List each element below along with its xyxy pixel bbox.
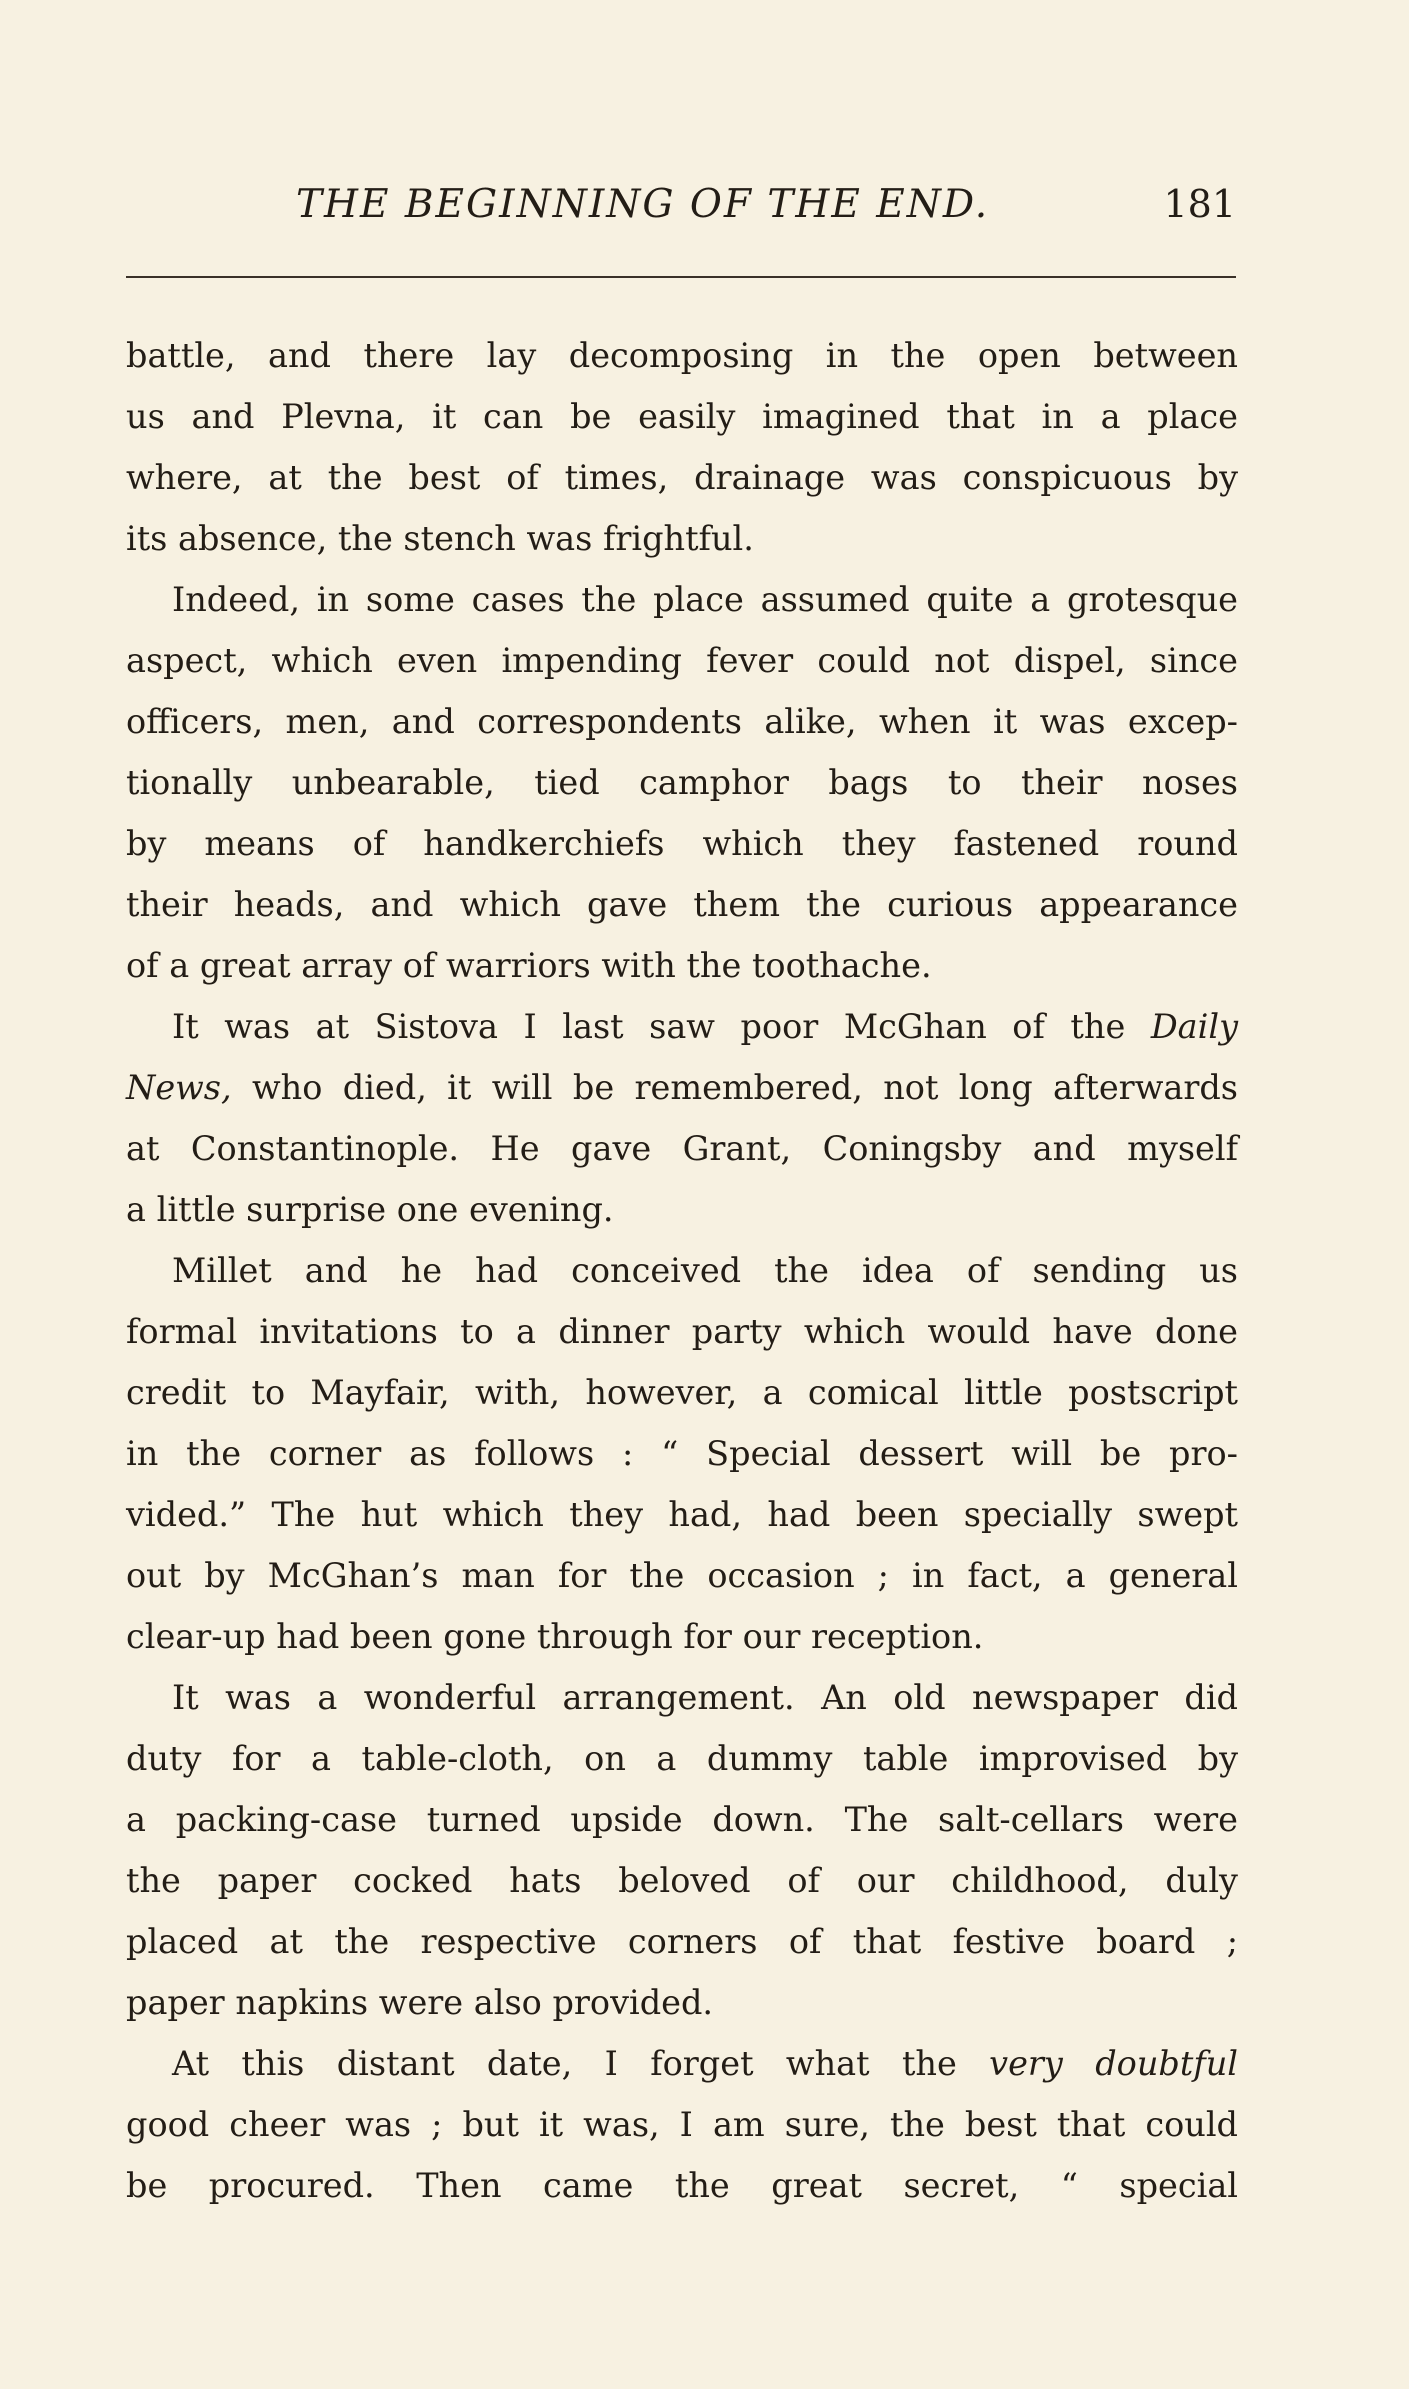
text-line: Millet and he had conceived the idea of sending us [172,1251,1238,1290]
text-line: by means of handkerchiefs which they fastened round [126,824,1238,863]
text-line: battle, and there lay decomposing in the open between [126,336,1238,375]
text-line: out by McGhan’s man for the occasion ; in fact, a general [126,1556,1238,1595]
text-line: vided.” The hut which they had, had been specially swept [126,1495,1238,1534]
running-title: THE BEGINNING OF THE END. [296,182,990,227]
text-line: its absence, the stench was frightful. [126,519,754,558]
text-line: Indeed, in some cases the place assumed quite a grotesque [172,580,1238,619]
text-line: good cheer was ; but it was, I am sure, the best that could [126,2105,1238,2144]
body-text [126,325,1238,2216]
text-line [126,1057,1238,1118]
text-line: us and Plevna, it can be easily imagined that in a place [126,397,1238,436]
text-line: tionally unbearable, tied camphor bags to their noses [126,763,1238,802]
text-line: aspect, which even impending fever could not dispel, since [126,641,1238,680]
text-line: placed at the respective corners of that festive board ; [126,1922,1238,1961]
text-line: a little surprise one evening. [126,1190,614,1229]
page-number: 181 [1163,182,1236,226]
text-line: clear-up had been gone through for our reception. [126,1617,984,1656]
text-line: of a great array of warriors with the toothache. [126,946,932,985]
italic-text: Daily [1150,1007,1238,1046]
header-rule [126,276,1236,278]
text-line: in the corner as follows : “ Special dessert will be pro- [126,1434,1238,1473]
text-line [126,996,1238,1057]
text-line: It was a wonderful arrangement. An old newspaper did [172,1678,1238,1717]
italic-text: News, [126,1068,232,1107]
text-line: a packing-case turned upside down. The salt-cellars were [126,1800,1238,1839]
text-line: be procured. Then came the great secret, “ special [126,2166,1238,2205]
text-line: at Constantinople. He gave Grant, Coningsby and myself [126,1129,1238,1168]
text-line: paper napkins were also provided. [126,1983,714,2022]
line-text: At this distant date, I forget what the [172,2044,990,2083]
text-line: officers, men, and correspondents alike, when it was excep- [126,702,1238,741]
text-line: their heads, and which gave them the curious appearance [126,885,1238,924]
text-line: where, at the best of times, drainage was conspicuous by [126,458,1238,497]
text-line: formal invitations to a dinner party which would have done [126,1312,1238,1351]
text-line: credit to Mayfair, with, however, a comical little postscript [126,1373,1238,1412]
text-line [126,2033,1238,2094]
italic-text: very doubtful [989,2044,1239,2083]
running-head [126,182,1236,238]
line-text: who died, it will be remembered, not long afterwards [231,1068,1238,1107]
text-line: the paper cocked hats beloved of our childhood, duly [126,1861,1238,1900]
line-text: It was at Sistova I last saw poor McGhan of the [172,1007,1151,1046]
text-line: duty for a table-cloth, on a dummy table improvised by [126,1739,1238,1778]
